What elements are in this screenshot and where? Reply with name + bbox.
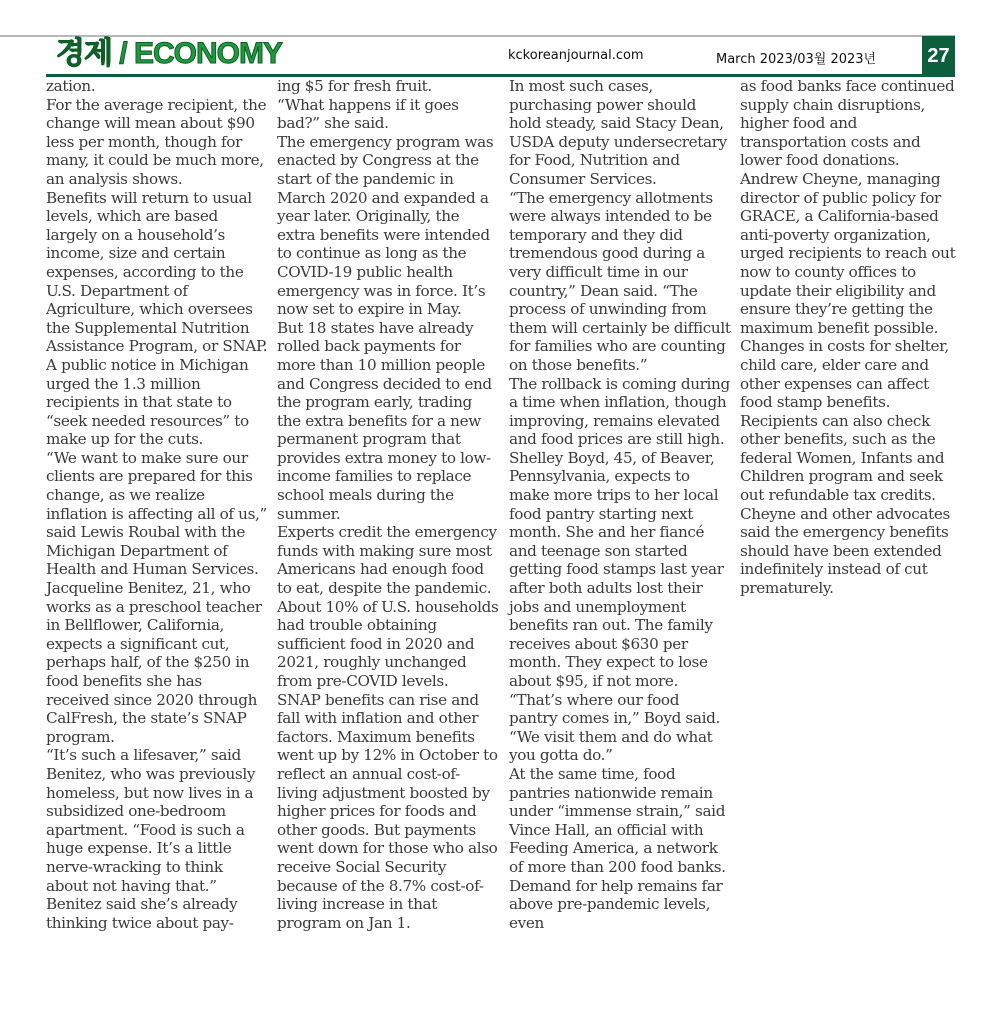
paragraph: Benefits will return to usual levels, which are based largely on a household’s income, size and certain expenses, according to the U.S. Department of Agriculture, which oversees the Supplemental Nutrition Assistance Program, or SNAP. [46, 188, 268, 356]
paragraph: “We want to make sure our clients are prepared for this change, as we realize inflation is affecting all of us,” said Lewis Roubal with the Michigan Department of Health and Human Services. [46, 448, 267, 579]
paragraph: A public notice in Michigan urged the 1.3 million recipients in that state to “seek needed resources” to make up for the cuts. [46, 355, 249, 449]
paragraph: “It’s such a lifesaver,” said Benitez, who was previously homeless, but now lives in a subsidized one-bedroom apartment. “Food is such a huge expense. It’s a little nerve-wracking to think about not having that.” [46, 746, 256, 895]
site-url: kckoreanjournal.com [508, 48, 644, 63]
paragraph: Shelley Boyd, 45, of Beaver, Pennsylvania, expects to make more trips to her local food pantry starting next month. She and her fiancé and teenage son started getting food stamps last year after both adults lost their jobs and unemployment benefits ran out. The family receives about $630 per month. They expect to lose about $95, if not more. [509, 448, 724, 690]
section-title: 경제 / ECONOMY [56, 37, 282, 70]
article-column-4 [740, 77, 962, 598]
paragraph: The rollback is coming during a time when inflation, though improving, remains elevated and food prices are still high. [509, 374, 730, 449]
paragraph: Cheyne and other advocates said the emergency benefits should have been extended indefinitely instead of cut prematurely. [740, 504, 950, 598]
paragraph: For the average recipient, the change will mean about $90 less per month, though for many, it could be much more, an analysis shows. [46, 95, 267, 188]
paragraph: zation. [46, 77, 96, 95]
paragraph: In most such cases, purchasing power should hold steady, said Stacy Dean, USDA deputy undersecretary for Food, Nutrition and Consumer Services. [509, 77, 727, 188]
paragraph: The emergency program was enacted by Congress at the start of the pandemic in March 2020 and expanded a year later. Originally, the extra benefits were intended to continue as long as the COVID-19 public health emergency was in force. It’s now set to expire in May. [277, 132, 494, 319]
issue-date: March 2023/03월 2023년 [716, 52, 877, 67]
paragraph: as food banks face continued supply chain disruptions, higher food and transportation costs and lower food donations. [740, 77, 955, 170]
paragraph: But 18 states have already rolled back payments for more than 10 million people and Congress decided to end the program early, trading the extra benefits for a new permanent program that provides extra money to low-income families to replace school meals during the summer. [277, 318, 492, 523]
page-number-badge: 27 [922, 36, 955, 76]
paragraph: “What happens if it goes bad?” she said. [277, 95, 459, 133]
article-column-1 [46, 77, 268, 932]
paragraph: Experts credit the emergency funds with making sure most Americans had enough food to eat, despite the pandemic. About 10% of U.S. households had trouble obtaining sufficient food in 2020 and 2021, roughly unchanged from pre-COVID levels. [277, 523, 499, 690]
paragraph: ing $5 for fresh fruit. [277, 77, 432, 95]
paragraph: SNAP benefits can rise and fall with inflation and other factors. Maximum benefits went up by 12% in October to reflect an annual cost-of-living adjustment boosted by higher prices for foods and other goods. But payments went down for those who also receive Social Security because of the 8.7% cost-of-living increase in that program on Jan 1. [277, 690, 498, 932]
paragraph: “That’s where our food pantry comes in,” Boyd said. “We visit them and do what you gotta do.” [509, 690, 720, 765]
article-column-3 [509, 77, 731, 932]
paragraph: “The emergency allotments were always intended to be temporary and they did tremendous good during a very difficult time in our country,” Dean said. “The process of unwinding from them will certainly be difficult for families who are counting on those benefits.” [509, 188, 731, 374]
paragraph: At the same time, food pantries nationwide remain under “immense strain,” said Vince Hall, an official with Feeding America, a network of more than 200 food banks. Demand for help remains far above pre-pandemic levels, even [509, 764, 726, 932]
paragraph: Benitez said she’s already thinking twice about pay- [46, 895, 238, 932]
paragraph: Jacqueline Benitez, 21, who works as a preschool teacher in Bellflower, California, expects a significant cut, perhaps half, of the $250 in food benefits she has received since 2020 through CalFresh, the state’s SNAP program. [46, 579, 262, 746]
article-column-2 [277, 77, 499, 932]
paragraph: Andrew Cheyne, managing director of public policy for GRACE, a California-based anti-poverty organization, urged recipients to reach out now to county offices to update their eligibility and ensure they’re getting the maximum benefit possible. Changes in costs for shelter, child care, elder care and other expenses can affect food stamp benefits. Recipients can also check other benefits, such as the federal Women, Infants and Children program and seek out refundable tax credits. [740, 169, 956, 505]
